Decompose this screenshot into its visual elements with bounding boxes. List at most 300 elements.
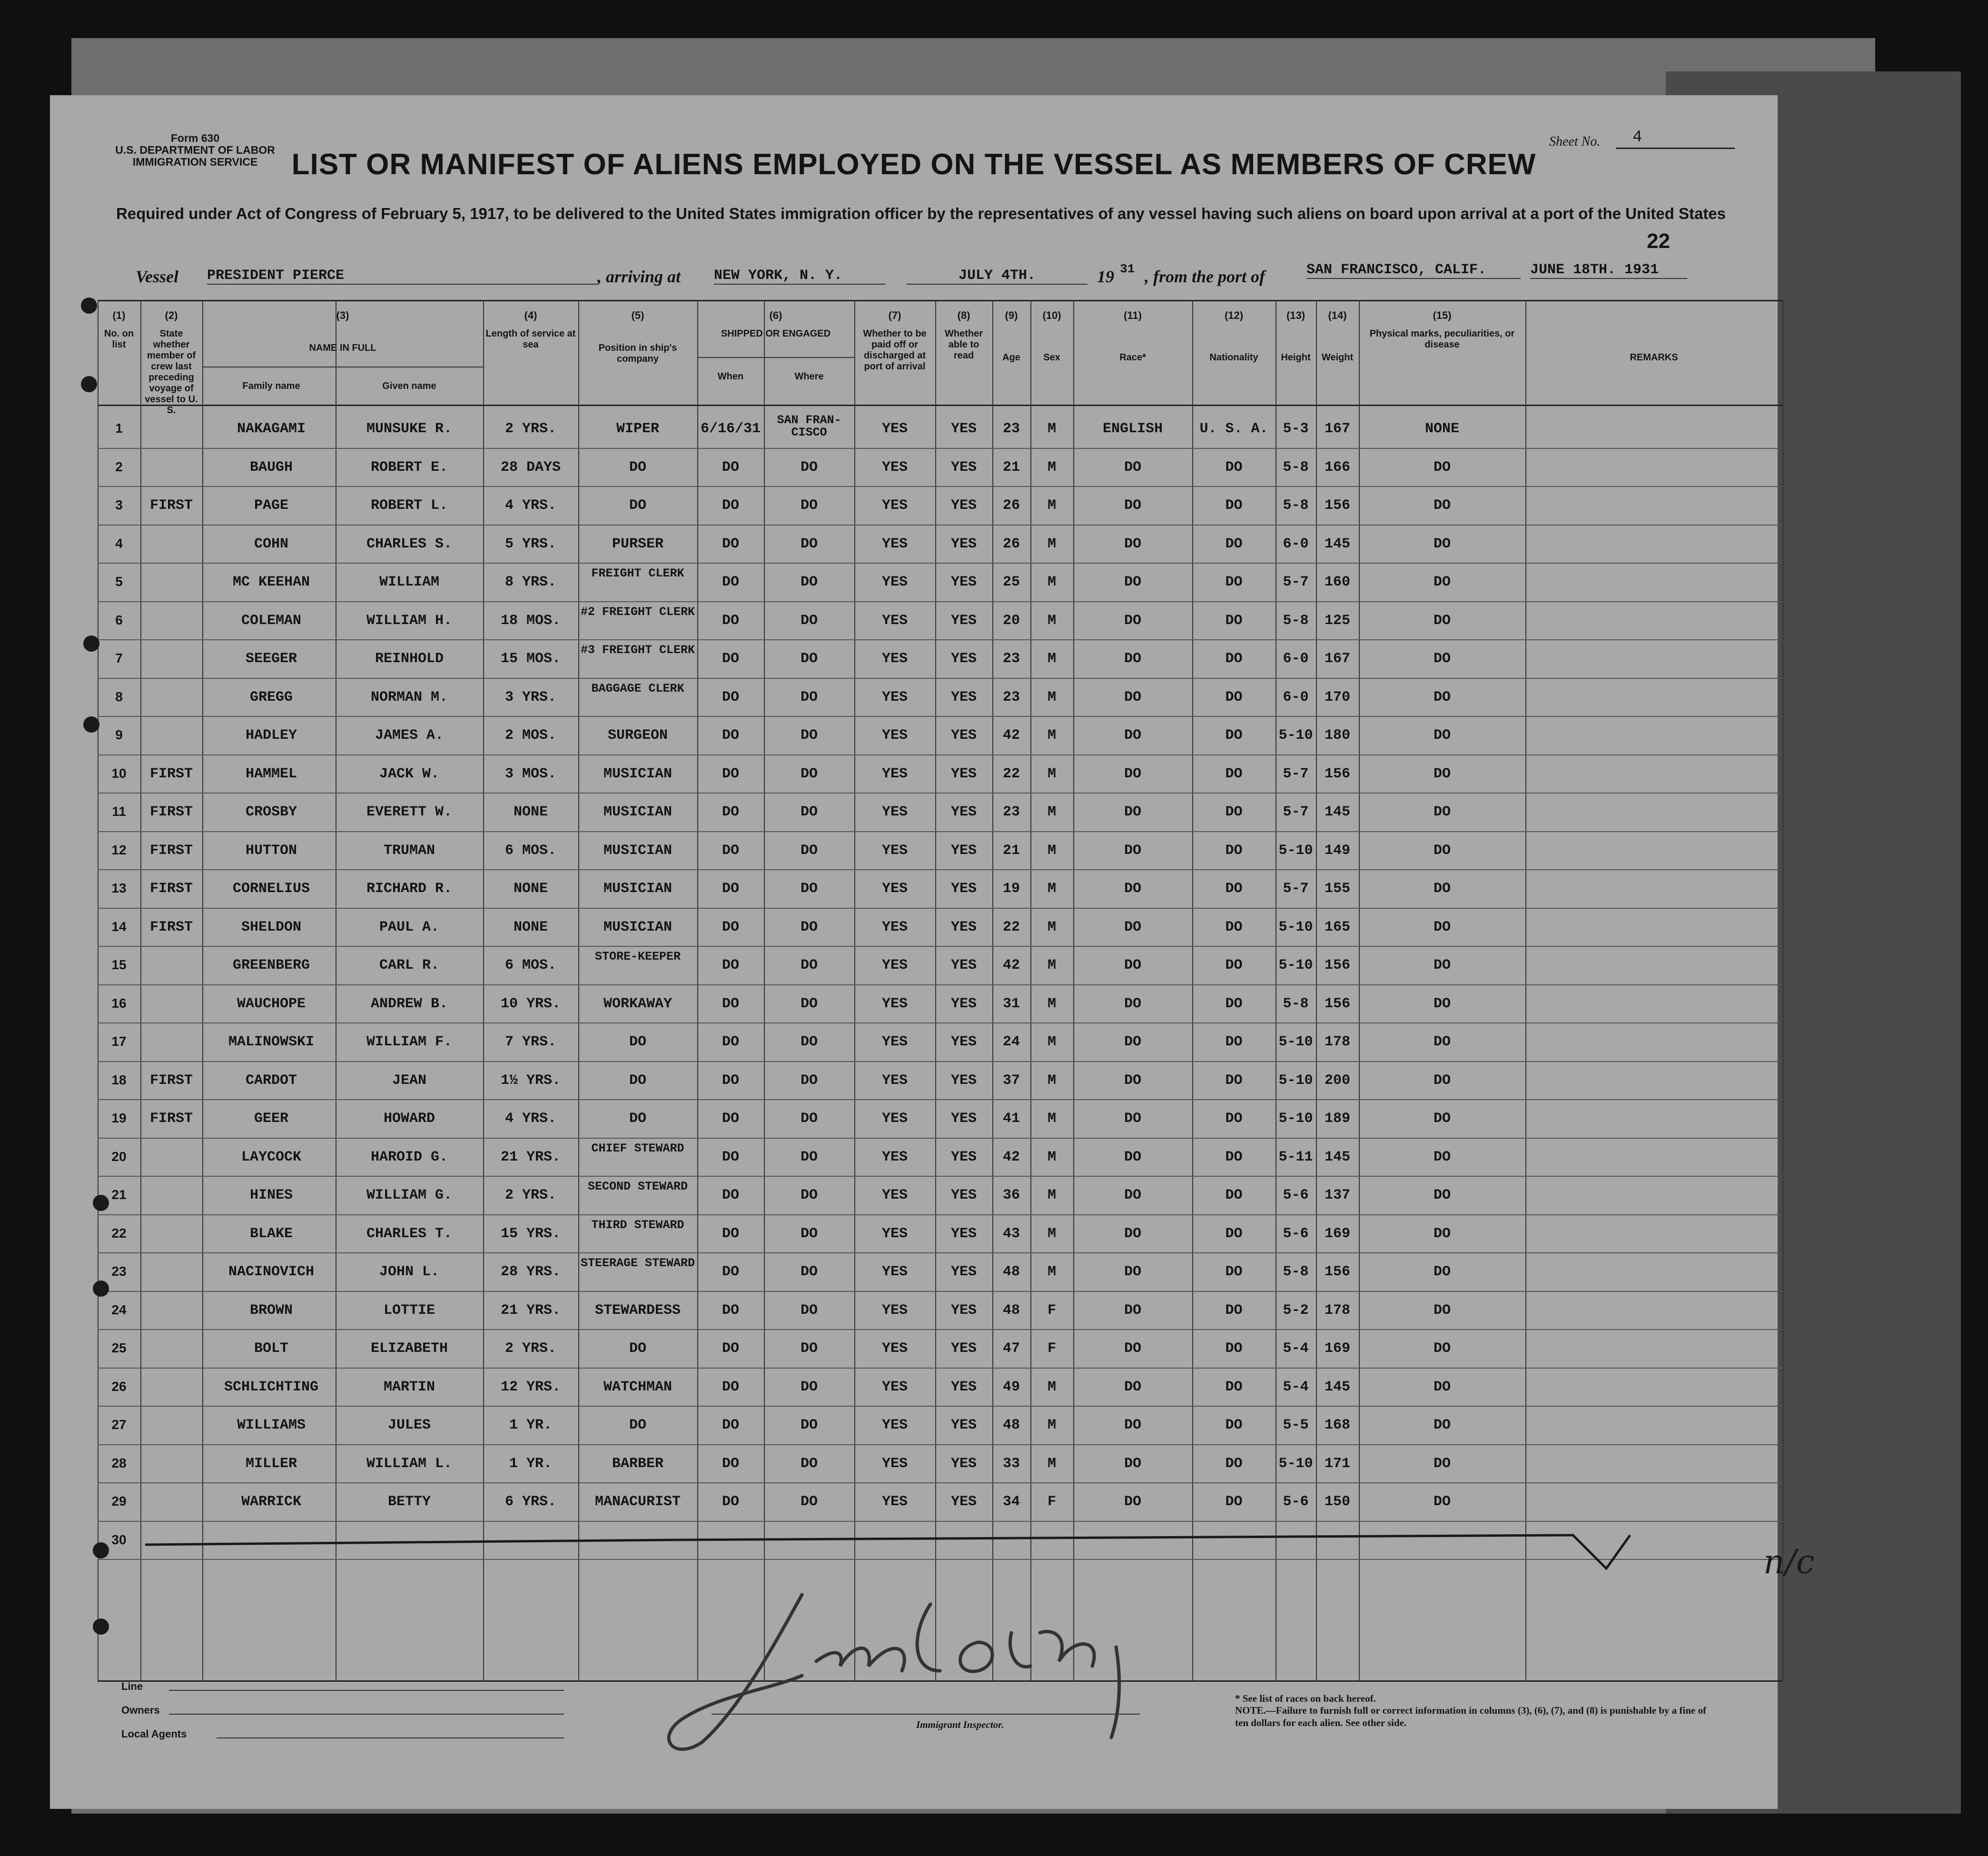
table-cell-nat: DO [1225, 881, 1243, 897]
table-cell-height: 5-5 [1283, 1417, 1309, 1433]
table-cell-when: DO [722, 957, 739, 973]
table-cell-prev: FIRST [149, 1072, 193, 1089]
table-cell-family: MALINOWSKI [228, 1034, 315, 1050]
table-cell-race: DO [1124, 1340, 1141, 1357]
table-cell-read: YES [950, 1417, 977, 1433]
table-cell-read: YES [950, 842, 977, 859]
table-cell-read: YES [950, 727, 977, 744]
table-cell-paid: YES [881, 536, 908, 552]
table-cell-given: CARL R. [379, 957, 440, 973]
table-cell-marks: DO [1433, 1072, 1451, 1089]
table-cell-nat: DO [1225, 1187, 1243, 1203]
punch-hole [93, 1280, 109, 1297]
table-cell-age: 22 [1002, 765, 1020, 782]
row-rule [98, 601, 1782, 602]
table-cell-family: BLAKE [249, 1225, 293, 1242]
table-cell-height: 5-11 [1278, 1149, 1313, 1165]
row-number: 14 [111, 919, 127, 934]
table-cell-given: ROBERT E. [370, 459, 448, 476]
table-cell-family: HUTTON [245, 842, 297, 859]
table-cell-family: BAUGH [249, 459, 293, 476]
table-cell-read: YES [950, 1111, 977, 1127]
table-cell-weight: 156 [1324, 497, 1350, 514]
column-number: (15) [1433, 309, 1452, 321]
table-cell-read: YES [950, 1264, 977, 1280]
table-cell-sex: M [1047, 1034, 1056, 1050]
table-cell-family: COHN [254, 536, 288, 552]
row-number: 5 [115, 574, 123, 589]
column-number: (6) [769, 309, 782, 321]
row-rule [98, 793, 1782, 794]
table-cell-position: DO [629, 1072, 646, 1089]
column-header: Weight [1321, 352, 1354, 363]
table-cell-given: HAROID G. [370, 1149, 448, 1165]
table-cell-read: YES [950, 459, 977, 476]
punch-hole [93, 1195, 109, 1211]
table-cell-nat: DO [1225, 536, 1243, 552]
row-number: 3 [115, 497, 123, 512]
table-cell-prev: FIRST [149, 881, 193, 897]
table-cell-read: YES [950, 1187, 977, 1203]
table-cell-marks: DO [1433, 881, 1451, 897]
table-cell-age: 26 [1002, 536, 1020, 552]
table-cell-where: DO [800, 1455, 818, 1472]
row-number: 11 [112, 804, 126, 819]
table-cell-nat: DO [1225, 1455, 1243, 1472]
table-cell-where: DO [800, 1187, 818, 1203]
table-cell-age: 42 [1002, 1149, 1020, 1165]
table-cell-weight: 156 [1324, 1264, 1350, 1280]
table-cell-marks: DO [1433, 1417, 1451, 1433]
table-cell-given: JEAN [392, 1072, 426, 1089]
table-cell-weight: 170 [1324, 689, 1350, 705]
table-cell-when: DO [722, 459, 739, 476]
table-cell-service: 7 YRS. [504, 1034, 557, 1050]
inspector-label: Immigrant Inspector. [916, 1719, 1004, 1730]
table-cell-paid: YES [881, 1149, 908, 1165]
row-rule [98, 1329, 1782, 1330]
table-cell-weight: 166 [1324, 459, 1350, 476]
row-number: 28 [111, 1455, 127, 1470]
table-cell-race: DO [1124, 1111, 1141, 1127]
header-bottom-rule [98, 405, 1782, 406]
table-cell-given: WILLIAM F. [366, 1034, 453, 1050]
table-cell-sex: F [1047, 1494, 1056, 1510]
table-cell-nat: DO [1225, 804, 1243, 820]
table-cell-where: DO [800, 1302, 818, 1319]
table-cell-paid: YES [881, 574, 908, 590]
column-header: Whether to be paid off or discharged at port of arrival [863, 328, 927, 372]
table-cell-service: 6 YRS. [504, 1494, 557, 1510]
table-cell-height: 5-7 [1283, 574, 1309, 590]
table-cell-nat: U. S. A. [1199, 421, 1268, 437]
table-cell-marks: DO [1433, 612, 1451, 629]
table-cell-position: MUSICIAN [603, 765, 673, 782]
table-cell-read: YES [950, 497, 977, 514]
table-cell-where: DO [800, 612, 818, 629]
table-cell-read: YES [950, 1149, 977, 1165]
table-cell-weight: 180 [1324, 727, 1350, 744]
table-cell-nat: DO [1225, 1379, 1243, 1395]
table-cell-when: DO [722, 804, 739, 820]
table-cell-age: 41 [1002, 1111, 1020, 1127]
table-cell-where: DO [800, 1340, 818, 1357]
punch-hole [83, 635, 99, 652]
table-cell-height: 5-8 [1283, 995, 1309, 1012]
table-cell-weight: 145 [1324, 536, 1350, 552]
row-number: 6 [115, 612, 123, 627]
row-number: 24 [111, 1302, 127, 1317]
table-cell-age: 25 [1002, 574, 1020, 590]
row-number: 29 [111, 1494, 127, 1509]
table-cell-given: WILLIAM G. [366, 1187, 453, 1203]
table-cell-paid: YES [881, 1264, 908, 1280]
table-cell-service: 21 YRS. [500, 1149, 561, 1165]
table-cell-nat: DO [1225, 1034, 1243, 1050]
column-rule [98, 300, 99, 1680]
column-header: Race* [1119, 352, 1146, 363]
table-cell-race: DO [1124, 574, 1141, 590]
table-cell-weight: 149 [1324, 842, 1350, 859]
table-cell-marks: DO [1433, 497, 1451, 514]
table-cell-paid: YES [881, 651, 908, 667]
table-cell-age: 23 [1002, 421, 1020, 437]
table-cell-nat: DO [1225, 1149, 1243, 1165]
table-cell-family: CROSBY [245, 804, 297, 820]
table-cell-nat: DO [1225, 1340, 1243, 1357]
table-cell-position: DO [629, 459, 646, 476]
table-cell-age: 36 [1002, 1187, 1020, 1203]
table-cell-where: DO [800, 881, 818, 897]
table-cell-where: DO [800, 1379, 818, 1395]
column-number: (4) [524, 309, 537, 321]
table-cell-paid: YES [881, 1417, 908, 1433]
column-number: (1) [112, 309, 126, 321]
row-rule [98, 486, 1782, 487]
table-cell-when: DO [722, 1034, 739, 1050]
table-cell-paid: YES [881, 1379, 908, 1395]
column-number: (9) [1005, 309, 1018, 321]
table-cell-position: SURGEON [607, 727, 668, 744]
table-cell-read: YES [950, 1455, 977, 1472]
table-cell-sex: M [1047, 957, 1056, 973]
table-cell-sex: M [1047, 881, 1056, 897]
table-cell-read: YES [950, 765, 977, 782]
table-cell-family: MC KEEHAN [232, 574, 310, 590]
table-cell-sex: M [1047, 1225, 1056, 1242]
row-number: 19 [111, 1111, 127, 1125]
table-cell-paid: YES [881, 1494, 908, 1510]
table-cell-when: DO [722, 1494, 739, 1510]
table-cell-paid: YES [881, 1225, 908, 1242]
table-cell-service: 15 YRS. [500, 1225, 561, 1242]
row-rule [98, 1099, 1782, 1100]
table-cell-service: 3 MOS. [504, 765, 557, 782]
table-cell-given: JAMES A. [375, 727, 444, 744]
table-cell-position: CHIEF STEWARD [591, 1141, 684, 1155]
table-cell-height: 5-10 [1278, 919, 1313, 935]
table-cell-nat: DO [1225, 919, 1243, 935]
table-cell-prev: FIRST [149, 842, 193, 859]
table-cell-paid: YES [881, 1187, 908, 1203]
table-cell-nat: DO [1225, 459, 1243, 476]
row-number: 12 [111, 842, 127, 857]
table-cell-where: DO [800, 1034, 818, 1050]
table-cell-when: DO [722, 1340, 739, 1357]
table-cell-given: ELIZABETH [370, 1340, 448, 1357]
table-cell-sex: M [1047, 1072, 1056, 1089]
table-cell-when: 6/16/31 [700, 421, 761, 437]
table-cell-marks: DO [1433, 459, 1451, 476]
table-cell-age: 34 [1002, 1494, 1020, 1510]
table-top-rule [98, 300, 1782, 301]
column-number: (7) [888, 309, 901, 321]
row-number: 1 [115, 421, 123, 436]
table-cell-age: 21 [1002, 842, 1020, 859]
column-rule [1782, 300, 1783, 1680]
table-cell-position: DO [629, 497, 646, 514]
table-cell-family: NAKAGAMI [237, 421, 306, 437]
table-cell-paid: YES [881, 727, 908, 744]
table-cell-when: DO [722, 689, 739, 705]
table-cell-when: DO [722, 1149, 739, 1165]
table-cell-marks: DO [1433, 804, 1451, 820]
table-cell-sex: M [1047, 919, 1056, 935]
column-number: (2) [165, 309, 178, 321]
table-cell-race: DO [1124, 1264, 1141, 1280]
table-cell-position: STEWARDESS [594, 1302, 681, 1319]
table-cell-race: DO [1124, 919, 1141, 935]
arriving-label: , arriving at [597, 267, 681, 286]
table-cell-weight: 156 [1324, 957, 1350, 973]
column-header: No. on list [104, 328, 134, 350]
row-number: 23 [111, 1264, 127, 1279]
column-number: (11) [1124, 309, 1142, 321]
table-cell-position: #3 FREIGHT CLERK [580, 643, 695, 657]
table-cell-when: DO [722, 1072, 739, 1089]
row-rule [98, 525, 1782, 526]
column-header: State whether member of crew last preceding voyage of vessel to U. S. [145, 328, 198, 416]
table-cell-where: DO [800, 995, 818, 1012]
vessel-label: Vessel [136, 267, 178, 286]
table-cell-read: YES [950, 995, 977, 1012]
table-cell-weight: 165 [1324, 919, 1350, 935]
table-cell-family: NACINOVICH [228, 1264, 315, 1280]
table-cell-service: 6 MOS. [504, 842, 557, 859]
table-cell-service: 4 YRS. [504, 497, 557, 514]
table-cell-when: DO [722, 1264, 739, 1280]
table-cell-paid: YES [881, 1340, 908, 1357]
punch-hole [81, 298, 97, 314]
column-number: (5) [631, 309, 644, 321]
table-cell-position: MUSICIAN [603, 842, 673, 859]
page-title: LIST OR MANIFEST OF ALIENS EMPLOYED ON THE VESSEL AS MEMBERS OF CREW [291, 148, 1536, 181]
table-cell-height: 5-6 [1283, 1187, 1309, 1203]
table-cell-service: 2 MOS. [504, 727, 557, 744]
row-rule [98, 716, 1782, 717]
header-subrule [697, 357, 854, 358]
table-cell-sex: M [1047, 1187, 1056, 1203]
from-port-label: , from the port of [1145, 267, 1266, 286]
table-cell-when: DO [722, 727, 739, 744]
table-cell-race: DO [1124, 497, 1141, 514]
row-number: 17 [111, 1034, 127, 1049]
table-cell-family: COLEMAN [241, 612, 302, 629]
table-cell-height: 5-6 [1283, 1494, 1309, 1510]
table-cell-where: DO [800, 1494, 818, 1510]
row-number: 26 [111, 1379, 127, 1394]
table-cell-sex: M [1047, 1455, 1056, 1472]
table-cell-race: DO [1124, 727, 1141, 744]
table-cell-age: 23 [1002, 651, 1020, 667]
table-cell-position: DO [629, 1340, 646, 1357]
table-cell-paid: YES [881, 995, 908, 1012]
table-cell-family: WAUCHOPE [237, 995, 306, 1012]
row-number: 22 [111, 1225, 127, 1241]
table-cell-position: WORKAWAY [603, 995, 673, 1012]
table-cell-age: 49 [1002, 1379, 1020, 1395]
table-cell-service: NONE [513, 919, 548, 935]
table-cell-age: 23 [1002, 804, 1020, 820]
row-number: 21 [111, 1187, 127, 1202]
row-rule [98, 1406, 1782, 1407]
table-cell-height: 5-6 [1283, 1225, 1309, 1242]
column-header: Given name [382, 381, 436, 391]
table-cell-position: SECOND STEWARD [587, 1180, 688, 1193]
table-cell-weight: 169 [1324, 1225, 1350, 1242]
table-cell-position: BARBER [612, 1455, 664, 1472]
column-number: (8) [957, 309, 970, 321]
table-cell-family: GREGG [249, 689, 293, 705]
table-cell-weight: 155 [1324, 881, 1350, 897]
table-cell-height: 5-10 [1278, 727, 1313, 744]
table-cell-given: HOWARD [383, 1111, 435, 1127]
table-cell-marks: DO [1433, 1379, 1451, 1395]
table-cell-where: DO [800, 727, 818, 744]
table-cell-weight: 189 [1324, 1111, 1350, 1127]
table-cell-read: YES [950, 1034, 977, 1050]
table-cell-nat: DO [1225, 1264, 1243, 1280]
row-rule [98, 869, 1782, 870]
table-cell-age: 33 [1002, 1455, 1020, 1472]
table-cell-race: DO [1124, 1302, 1141, 1319]
column-number: (3) [336, 309, 349, 321]
table-cell-age: 42 [1002, 727, 1020, 744]
table-cell-read: YES [950, 919, 977, 935]
table-cell-marks: DO [1433, 1034, 1451, 1050]
row-rule [98, 754, 1782, 755]
inspector-signature [645, 1566, 1311, 1766]
table-cell-race: DO [1124, 765, 1141, 782]
table-cell-race: DO [1124, 804, 1141, 820]
table-cell-sex: M [1047, 1111, 1056, 1127]
table-cell-family: MILLER [245, 1455, 297, 1472]
table-cell-sex: M [1047, 727, 1056, 744]
table-cell-service: 1 YR. [509, 1455, 552, 1472]
table-cell-race: DO [1124, 1494, 1141, 1510]
row-rule [98, 1138, 1782, 1139]
table-cell-service: 10 YRS. [500, 995, 561, 1012]
table-cell-marks: DO [1433, 919, 1451, 935]
row-rule [98, 563, 1782, 564]
table-cell-race: DO [1124, 1034, 1141, 1050]
column-header: Family name [242, 381, 300, 391]
row-rule [98, 984, 1782, 985]
table-cell-height: 5-3 [1283, 421, 1309, 437]
margin-note: n/c [1763, 1542, 1815, 1581]
table-cell-read: YES [950, 689, 977, 705]
table-cell-race: DO [1124, 1072, 1141, 1089]
table-cell-height: 5-8 [1283, 497, 1309, 514]
table-cell-when: DO [722, 1302, 739, 1319]
page-subtitle: Required under Act of Congress of February 5, 1917, to be delivered to the United States immigration officer by the representatives of any vessel having such aliens on board upon arrival at a port of the United States [116, 205, 1726, 222]
table-cell-when: DO [722, 1417, 739, 1433]
table-cell-nat: DO [1225, 1225, 1243, 1242]
table-cell-weight: 156 [1324, 765, 1350, 782]
table-cell-weight: 167 [1324, 421, 1350, 437]
service-name: IMMIGRATION SERVICE [132, 156, 258, 168]
table-cell-sex: F [1047, 1302, 1056, 1319]
column-header: Age [1002, 352, 1020, 363]
table-cell-nat: DO [1225, 957, 1243, 973]
table-cell-age: 22 [1002, 919, 1020, 935]
table-cell-marks: DO [1433, 536, 1451, 552]
row-number: 7 [115, 651, 123, 665]
table-cell-nat: DO [1225, 497, 1243, 514]
table-cell-prev: FIRST [149, 765, 193, 782]
page-count: 22 [1647, 229, 1670, 253]
table-cell-age: 47 [1002, 1340, 1020, 1357]
table-cell-where: DO [800, 1072, 818, 1089]
table-cell-weight: 167 [1324, 651, 1350, 667]
table-cell-marks: DO [1433, 574, 1451, 590]
table-cell-sex: M [1047, 536, 1056, 552]
table-cell-height: 5-2 [1283, 1302, 1309, 1319]
table-cell-marks: DO [1433, 1149, 1451, 1165]
table-cell-where: DO [800, 1417, 818, 1433]
table-cell-given: CHARLES S. [366, 536, 453, 552]
table-cell-sex: M [1047, 421, 1056, 437]
table-cell-height: 5-10 [1278, 1072, 1313, 1089]
table-cell-weight: 150 [1324, 1494, 1350, 1510]
table-cell-sex: M [1047, 765, 1056, 782]
table-cell-height: 5-8 [1283, 459, 1309, 476]
table-cell-service: 12 YRS. [500, 1379, 561, 1395]
table-cell-service: 1 YR. [509, 1417, 552, 1433]
table-cell-given: JULES [387, 1417, 431, 1433]
table-cell-read: YES [950, 1072, 977, 1089]
table-cell-family: PAGE [254, 497, 288, 514]
table-cell-marks: DO [1433, 727, 1451, 744]
table-cell-age: 20 [1002, 612, 1020, 629]
table-cell-race: DO [1124, 957, 1141, 973]
table-cell-age: 37 [1002, 1072, 1020, 1089]
table-cell-paid: YES [881, 421, 908, 437]
crew-table [98, 300, 1782, 1666]
row-number: 9 [115, 727, 123, 742]
table-cell-race: DO [1124, 995, 1141, 1012]
table-cell-weight: 178 [1324, 1302, 1350, 1319]
table-cell-sex: M [1047, 651, 1056, 667]
table-cell-given: JACK W. [379, 765, 440, 782]
table-cell-service: 4 YRS. [504, 1111, 557, 1127]
table-cell-position: #2 FREIGHT CLERK [580, 605, 695, 619]
table-cell-family: HAMMEL [245, 765, 297, 782]
table-cell-age: 48 [1002, 1302, 1020, 1319]
table-cell-position: MUSICIAN [603, 919, 673, 935]
table-cell-family: HADLEY [245, 727, 297, 744]
column-header: Position in ship's company [598, 343, 677, 364]
